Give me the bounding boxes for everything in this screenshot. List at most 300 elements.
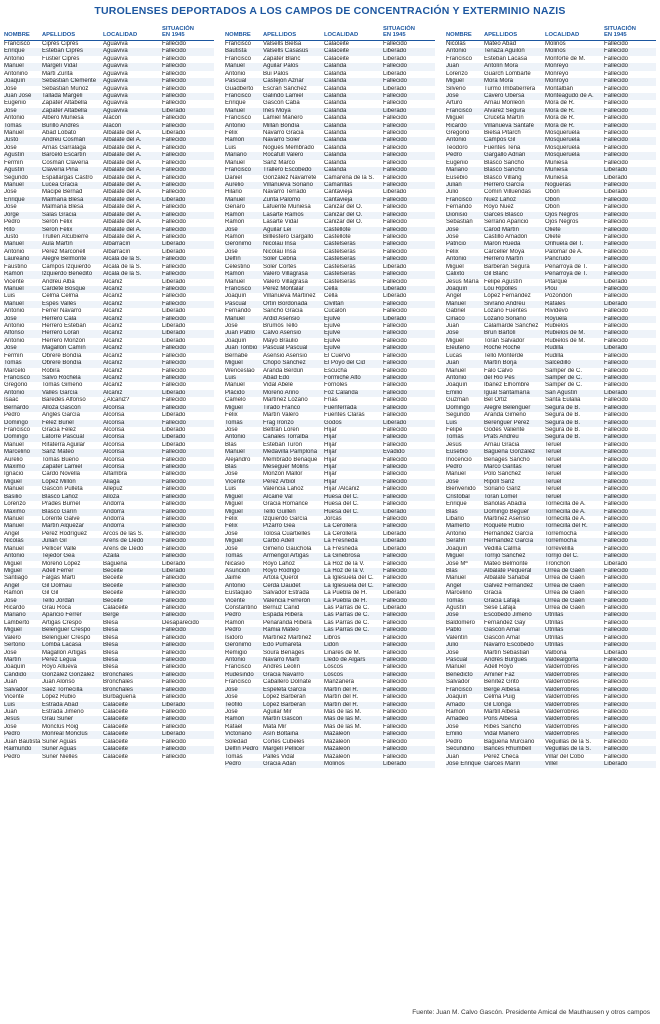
localidad-cell: Orihuela del T.: [545, 241, 584, 248]
situacion-cell: Fallecido: [383, 679, 408, 686]
apellidos-cell: Martín Borja: [484, 360, 517, 367]
table-row: [225, 471, 435, 478]
localidad-cell: Ejulve: [324, 345, 341, 352]
table-row: [225, 650, 435, 657]
localidad-cell: Albalate del A.: [103, 196, 142, 203]
situacion-cell: Fallecido: [162, 211, 187, 218]
nombre-cell: Miguel: [446, 337, 464, 344]
nombre-cell: Jesús: [446, 441, 462, 448]
localidad-cell: Calaceite: [103, 731, 129, 738]
table-row: [4, 739, 214, 746]
situacion-cell: Fallecido: [162, 516, 187, 522]
localidad-cell: Obón: [545, 196, 560, 203]
situacion-cell: Fallecido: [162, 716, 187, 723]
situacion-cell: Fallecido: [383, 716, 408, 723]
table-row: [446, 93, 656, 100]
situacion-cell: Fallecido: [383, 426, 408, 433]
situacion-cell: Liberado: [162, 389, 186, 396]
table-row: [225, 301, 435, 308]
apellidos-cell: Serón Félix: [42, 219, 73, 226]
situacion-cell: Fallecido: [383, 330, 408, 337]
situacion-cell: Liberado: [383, 107, 407, 114]
localidad-cell: Montalbán: [545, 85, 574, 92]
nombre-cell: Miguel: [446, 553, 464, 560]
apellidos-cell: Robira: [42, 367, 60, 374]
situacion-cell: Fallecido: [383, 159, 408, 166]
table-row: [446, 368, 656, 375]
apellidos-cell: Albalate Pequeral: [484, 567, 532, 574]
table-row: [4, 48, 214, 55]
nombre-cell: Remigio: [225, 649, 248, 656]
table-row: [446, 152, 656, 159]
table-row: [446, 234, 656, 241]
apellidos-cell: Tallada Margelí: [42, 92, 83, 99]
situacion-cell: Fallecido: [162, 345, 187, 352]
situacion-cell: Fallecido: [162, 501, 187, 508]
apellidos-cell: Falo Calvo: [484, 367, 513, 374]
apellidos-cell: Andrés Leolín: [263, 664, 301, 671]
localidad-cell: Calanda: [324, 85, 347, 92]
apellidos-cell: Herrero García: [484, 182, 525, 189]
table-row: [446, 420, 656, 427]
localidad-cell: Alcañiz: [103, 374, 123, 381]
apellidos-cell: Martín Alquézar: [42, 523, 85, 530]
localidad-cell: Martín del R.: [324, 686, 359, 693]
nombre-cell: Soledad: [225, 738, 248, 745]
localidad-cell: Rubielos de M.: [545, 330, 586, 337]
apellidos-cell: Asensio Asensio: [263, 352, 308, 359]
nombre-cell: Sebastián: [446, 219, 473, 226]
nombre-cell: Domingo: [4, 434, 29, 441]
apellidos-cell: Berenguer Pérez: [484, 419, 530, 426]
situacion-cell: Fallecido: [604, 679, 629, 686]
table-row: [225, 546, 435, 553]
nombre-cell: Inocencio: [446, 456, 472, 463]
localidad-cell: Alcañiz: [103, 278, 123, 285]
apellidos-cell: Albalate Sahabal: [484, 575, 530, 582]
apellidos-cell: Pérez Rodríguez: [42, 530, 88, 537]
situacion-cell: Fallecido: [383, 642, 408, 649]
nombre-cell: Justo: [4, 137, 19, 144]
table-row: [225, 63, 435, 70]
situacion-cell: Fallecido: [383, 92, 408, 99]
localidad-cell: Aguaviva: [103, 48, 128, 55]
table-row: [446, 41, 656, 48]
table-row: [4, 308, 214, 315]
apellidos-cell: Ortín Bordonada: [263, 300, 308, 307]
nombre-cell: Francisco: [225, 41, 252, 47]
table-row: [446, 293, 656, 300]
table-row: [225, 687, 435, 694]
header-apellidos: APELLIDOS: [484, 32, 518, 38]
apellidos-cell: Brun Bartolí: [484, 330, 516, 337]
situacion-cell: Liberado: [162, 337, 186, 344]
localidad-cell: La Fresneda: [324, 538, 358, 545]
localidad-cell: El Cuervo: [324, 352, 351, 359]
situacion-cell: Fallecido: [383, 612, 408, 619]
apellidos-cell: Valero Villagrasa: [263, 278, 308, 285]
table-row: [446, 204, 656, 211]
localidad-cell: Utrillas: [545, 627, 564, 634]
situacion-cell: Fallecido: [383, 219, 408, 226]
localidad-cell: Aguaviva: [103, 41, 128, 47]
localidad-cell: Calaceite: [103, 753, 129, 760]
nombre-cell: Francisco: [225, 285, 252, 292]
localidad-cell: Cantavieja: [324, 189, 353, 196]
localidad-cell: Azaila: [103, 553, 120, 560]
nombre-cell: Antonio: [4, 248, 25, 255]
apellidos-cell: Fernández Gay: [484, 619, 526, 626]
table-row: [4, 338, 214, 345]
table-row: [4, 657, 214, 664]
nombre-cell: Agustín: [446, 605, 467, 612]
table-row: [446, 175, 656, 182]
localidad-cell: Valderrobres: [545, 694, 579, 701]
situacion-cell: Fallecido: [162, 708, 187, 715]
header-situacion: SITUACIÓN: [162, 26, 194, 32]
apellidos-cell: Carceller Moya: [484, 248, 525, 255]
situacion-cell: Fallecido: [604, 671, 629, 678]
nombre-cell: Miguel: [446, 78, 464, 85]
table-row: [225, 716, 435, 723]
nombre-cell: Pedro: [225, 627, 242, 634]
situacion-cell: Fallecido: [162, 478, 187, 485]
table-row: [225, 679, 435, 686]
table-row: [4, 323, 214, 330]
apellidos-cell: Grau Suñer: [42, 716, 74, 723]
nombre-cell: José: [4, 85, 17, 92]
nombre-cell: Antonio: [4, 323, 25, 330]
nombre-cell: Manuel: [4, 182, 24, 189]
nombre-cell: Luis: [4, 293, 16, 300]
table-row: [225, 479, 435, 486]
table-row: [225, 642, 435, 649]
apellidos-cell: López Fernández: [484, 293, 531, 300]
localidad-cell: Loscos: [324, 671, 344, 678]
table-row: [225, 457, 435, 464]
nombre-cell: Aurelio: [4, 456, 23, 463]
localidad-cell: La Cerollera: [324, 523, 357, 530]
situacion-cell: Fallecido: [162, 263, 187, 270]
apellidos-cell: Herrero Cala: [42, 315, 77, 322]
situacion-cell: Fallecido: [162, 85, 187, 92]
table-row: [446, 397, 656, 404]
nombre-cell: Ramón: [225, 137, 245, 144]
situacion-cell: Fallecido: [383, 271, 408, 278]
nombre-cell: Salvador: [4, 686, 28, 693]
situacion-cell: Fallecido: [162, 657, 187, 664]
situacion-cell: Fallecido: [383, 226, 408, 233]
table-row: [446, 724, 656, 731]
situacion-cell: Fallecido: [604, 337, 629, 344]
localidad-cell: Monreyo: [545, 70, 569, 77]
situacion-cell: Fallecido: [604, 360, 629, 367]
apellidos-cell: Espeleta García: [263, 686, 307, 693]
apellidos-cell: Barceló Escartín: [42, 152, 87, 159]
nombre-cell: Antonio: [225, 70, 246, 77]
situacion-cell: Fallecido: [604, 694, 629, 701]
localidad-cell: Camarena de la S.: [324, 174, 375, 181]
nombre-cell: Luis: [446, 419, 458, 426]
situacion-cell: Liberado: [162, 196, 186, 203]
apellidos-cell: Esteban Lacasa: [484, 55, 528, 62]
nombre-cell: José: [225, 226, 238, 233]
localidad-cell: Samper de C.: [545, 374, 583, 381]
table-row: [4, 464, 214, 471]
header-en-1945: EN 1945: [383, 32, 406, 38]
table-header: [225, 22, 435, 41]
table-row: [225, 234, 435, 241]
localidad-cell: Calanda: [324, 122, 347, 129]
table-row: [446, 375, 656, 382]
apellidos-cell: Arnas Garralaga: [42, 144, 87, 151]
table-row: [446, 279, 656, 286]
situacion-cell: Fallecido: [604, 92, 629, 99]
situacion-cell: Fallecido: [604, 263, 629, 270]
localidad-cell: Las Parras de C.: [324, 605, 370, 612]
localidad-cell: Teruel: [545, 471, 562, 478]
localidad-cell: Manzanera: [324, 679, 355, 686]
localidad-cell: Alcañiz: [103, 315, 123, 322]
situacion-cell: Liberado: [162, 412, 186, 419]
apellidos-cell: Mata Mir: [263, 723, 287, 730]
apellidos-cell: Lozano Soriano: [484, 315, 527, 322]
nombre-cell: Blas: [446, 508, 458, 515]
situacion-cell: Fallecido: [162, 679, 187, 686]
localidad-cell: Villar del Cobo: [545, 753, 584, 760]
situacion-cell: Fallecido: [162, 285, 187, 292]
apellidos-cell: Esteban Ciprés: [42, 48, 84, 55]
nombre-cell: Manuel: [4, 285, 24, 292]
apellidos-cell: Gascón Pulleta: [42, 486, 83, 493]
situacion-cell: Fallecido: [383, 241, 408, 248]
localidad-cell: Ejulve: [324, 337, 341, 344]
table-row: [446, 182, 656, 189]
table-row: [446, 48, 656, 55]
situacion-cell: Fallecido: [162, 649, 187, 656]
situacion-cell: Fallecido: [162, 78, 187, 85]
table-row: [446, 145, 656, 152]
nombre-cell: Ricardo: [446, 122, 467, 129]
table-row: [225, 434, 435, 441]
table-rows: [4, 41, 214, 761]
apellidos-cell: Pérez Checa: [484, 753, 519, 760]
table-row: [4, 546, 214, 553]
situacion-cell: Fallecido: [604, 404, 629, 411]
table-row: [446, 130, 656, 137]
table-row: [225, 167, 435, 174]
table-row: [4, 635, 214, 642]
table-row: [4, 479, 214, 486]
situacion-cell: Fallecido: [383, 374, 408, 381]
localidad-cell: Molinos: [545, 48, 566, 55]
table-row: [225, 256, 435, 263]
situacion-cell: Fallecido: [162, 575, 187, 582]
situacion-cell: Fallecido: [604, 107, 629, 114]
apellidos-cell: Aranda Berdún: [263, 367, 304, 374]
nombre-cell: Ciriaco: [446, 315, 465, 322]
apellidos-cell: Alegre Belenguer: [484, 404, 531, 411]
localidad-cell: Aguaviva: [103, 85, 128, 92]
localidad-cell: Albalate del A.: [103, 219, 142, 226]
apellidos-cell: Sancho Gracia: [263, 308, 303, 315]
localidad-cell: Aliaga: [103, 478, 120, 485]
apellidos-cell: Tello Jordán: [42, 597, 75, 604]
table-row: [446, 538, 656, 545]
table-row: [225, 605, 435, 612]
apellidos-cell: Gil Gil: [42, 590, 59, 597]
situacion-cell: Fallecido: [383, 63, 408, 70]
situacion-cell: Fallecido: [604, 538, 629, 545]
table-row: [446, 338, 656, 345]
situacion-cell: Liberado: [162, 323, 186, 330]
nombre-cell: Dionisio: [446, 211, 468, 218]
nombre-cell: Camelo: [225, 397, 246, 404]
apellidos-cell: Zapater Altabella: [42, 100, 88, 107]
situacion-cell: Fallecido: [604, 575, 629, 582]
localidad-cell: Alcañiz: [103, 293, 123, 300]
localidad-cell: Mosqueruela: [545, 152, 580, 159]
situacion-cell: Fallecido: [604, 382, 629, 389]
table-row: [446, 553, 656, 560]
localidad-cell: Burbáguena: [103, 694, 136, 701]
apellidos-cell: Valero Villagrasa: [263, 271, 308, 278]
apellidos-cell: Galindo Lamiel: [263, 92, 304, 99]
apellidos-cell: Aranda Gimeno: [484, 412, 527, 419]
table-row: [225, 71, 435, 78]
apellidos-cell: Saez Tornecilla: [42, 686, 83, 693]
apellidos-cell: Carbó Adell: [263, 538, 295, 545]
nombre-cell: Manuel: [446, 300, 466, 307]
nombre-cell: Francisco: [4, 41, 31, 47]
localidad-cell: Monreyo: [545, 63, 569, 70]
apellidos-cell: Berge Albesa: [484, 686, 520, 693]
situacion-cell: Liberado: [604, 760, 628, 767]
table-row: [225, 449, 435, 456]
nombre-cell: Domingo: [4, 419, 29, 426]
apellidos-cell: Martí Zurita: [42, 70, 73, 77]
localidad-cell: Valderrobres: [545, 686, 579, 693]
apellidos-cell: López Rubio: [42, 694, 76, 701]
table-row: [225, 709, 435, 716]
localidad-cell: Bronchales: [103, 679, 134, 686]
apellidos-cell: Bel Ortiz: [484, 397, 508, 404]
situacion-cell: Fallecido: [383, 397, 408, 404]
nombre-cell: Blas: [446, 567, 458, 574]
nombre-cell: Julián: [446, 182, 462, 189]
table-row: [446, 754, 656, 761]
apellidos-cell: López Barberán: [263, 701, 306, 708]
apellidos-cell: Zapater Lamiel: [42, 464, 83, 471]
localidad-cell: Oliete: [545, 233, 561, 240]
table-row: [225, 182, 435, 189]
situacion-cell: Fallecido: [604, 352, 629, 359]
table-row: [225, 464, 435, 471]
apellidos-cell: Zapater Altabella: [42, 107, 88, 114]
nombre-cell: Teodoro: [446, 144, 468, 151]
localidad-cell: Aguaviva: [103, 100, 128, 107]
situacion-cell: Fallecido: [604, 144, 629, 151]
situacion-cell: Fallecido: [383, 553, 408, 560]
situacion-cell: Fallecido: [604, 567, 629, 574]
apellidos-cell: Marón Rueda: [484, 241, 521, 248]
nombre-cell: Manuel: [4, 130, 24, 137]
situacion-cell: Fallecido: [383, 196, 408, 203]
table-row: [4, 137, 214, 144]
situacion-cell: Fallecido: [604, 412, 629, 419]
situacion-cell: Fallecido: [604, 716, 629, 723]
apellidos-cell: Lasarte Ramos: [263, 211, 304, 218]
apellidos-cell: Valencia Ferrerón: [263, 597, 311, 604]
apellidos-cell: Baredes Alfonso: [42, 397, 86, 404]
apellidos-cell: Artola Querol: [263, 575, 299, 582]
nombre-cell: José: [225, 708, 238, 715]
apellidos-cell: Blasco Garín: [42, 508, 77, 515]
table-row: [225, 353, 435, 360]
situacion-cell: Fallecido: [383, 100, 408, 107]
table-row: [4, 664, 214, 671]
apellidos-cell: Izquierdo García: [263, 516, 308, 522]
situacion-cell: Fallecido: [162, 174, 187, 181]
localidad-cell: Jorcas: [324, 516, 342, 522]
apellidos-cell: Cavero Ubersá: [484, 92, 525, 99]
situacion-cell: Fallecido: [162, 642, 187, 649]
localidad-cell: Fuentes Claras: [324, 412, 365, 419]
situacion-cell: Liberado: [604, 345, 628, 352]
nombre-cell: Mariano: [4, 612, 26, 619]
nombre-cell: Pedro: [225, 612, 242, 619]
apellidos-cell: Mayo Braulio: [263, 337, 299, 344]
localidad-cell: Calaceite: [324, 41, 350, 47]
apellidos-cell: Martínez Asensio: [484, 516, 531, 522]
situacion-cell: Fallecido: [604, 241, 629, 248]
localidad-cell: La Cerollera: [324, 530, 357, 537]
situacion-cell: Liberado: [383, 538, 407, 545]
situacion-cell: Fallecido: [383, 137, 408, 144]
nombre-cell: José: [446, 649, 459, 656]
table-row: [225, 56, 435, 63]
localidad-cell: Rudilla: [545, 345, 564, 352]
situacion-cell: Fallecido: [604, 55, 629, 62]
header-nombre: NOMBRE: [4, 32, 30, 38]
situacion-cell: Fallecido: [383, 471, 408, 478]
situacion-cell: Liberado: [383, 189, 407, 196]
nombre-cell: Justo: [4, 233, 19, 240]
localidad-cell: Utrillas: [545, 612, 564, 619]
table-row: [4, 568, 214, 575]
table-row: [446, 100, 656, 107]
nombre-cell: Ramón: [225, 619, 245, 626]
table-row: [225, 241, 435, 248]
apellidos-cell: Trullen Alcubierre: [42, 233, 89, 240]
nombre-cell: Máximo: [4, 508, 26, 515]
nombre-cell: Juan: [446, 63, 460, 70]
apellidos-cell: Albero Muniesa: [42, 115, 84, 122]
situacion-cell: Fallecido: [383, 597, 408, 604]
nombre-cell: Gregorio: [446, 130, 470, 137]
apellidos-cell: Calamarde Sánchez: [484, 323, 539, 330]
situacion-cell: Fallecido: [383, 456, 408, 463]
table-row: [4, 286, 214, 293]
localidad-cell: Albalate del A.: [103, 182, 142, 189]
table-row: [446, 620, 656, 627]
table-row: [225, 664, 435, 671]
apellidos-cell: Armengol Artigas: [263, 553, 309, 560]
localidad-cell: Albalate del A.: [103, 204, 142, 211]
localidad-cell: Obón: [545, 204, 560, 211]
table-row: [225, 160, 435, 167]
localidad-cell: Civiltán: [324, 300, 344, 307]
